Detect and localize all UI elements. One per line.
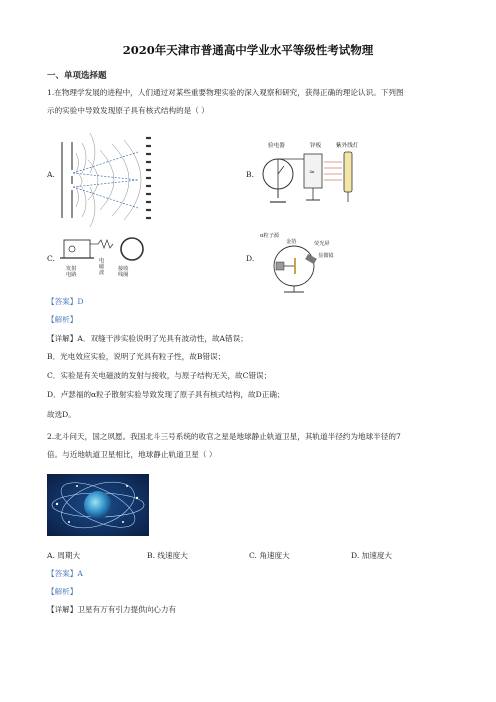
- q2-detail: 【详解】卫星有万有引力提供向心力有: [47, 605, 177, 614]
- q2-option-b: B. 线速度大: [147, 551, 188, 560]
- alpha-scattering-figure: [262, 238, 332, 294]
- photoelectric-figure: [258, 150, 368, 210]
- q1-option-b: B.: [246, 170, 254, 179]
- q1-option-c: C.: [47, 254, 55, 263]
- fig-d-label-source: α粒子源: [260, 233, 280, 239]
- fig-c-label-transmitter: 发射 电路: [66, 266, 77, 278]
- fig-d-label-screen: 荧光屏: [314, 241, 330, 247]
- page-title: 2020年天津市普通高中学业水平等级性考试物理: [122, 43, 374, 57]
- fig-d-label-foil: 金箔: [286, 239, 297, 245]
- q1-stem-line1: 1.在物理学发展的进程中，人们通过对某些重要物理实验的深入观察和研究，获得正确的理论认识。下列图: [47, 88, 404, 97]
- q1-detail-c: C．实验是有关电磁波的发射与接收，与原子结构无关，故C错误；: [47, 371, 272, 380]
- fig-b-label-uv-lamp: 紫外线灯: [336, 143, 359, 149]
- q2-option-a: A. 周期大: [47, 551, 81, 560]
- q2-option-c: C. 角速度大: [249, 551, 290, 560]
- q2-option-d: D. 加速度大: [351, 551, 393, 560]
- q1-conclusion: 故选D。: [47, 410, 76, 419]
- double-slit-figure: [58, 130, 158, 230]
- q1-stem-line2: 示的实验中导致发现原子具有核式结构的是（ ）: [47, 106, 209, 115]
- svg-text:≈: ≈: [309, 168, 315, 176]
- q1-detail-b: B．光电效应实验，说明了光具有粒子性，故B错误；: [47, 352, 226, 361]
- q2-stem-line1: 2.北斗问天，国之夙愿。我国北斗三号系统的收官之星是地球静止轨道卫星，其轨道半径约为地球半径的7: [47, 432, 401, 441]
- fig-b-label-zinc: 锌板: [310, 143, 322, 149]
- q1-answer: 【答案】D: [47, 297, 84, 306]
- fig-b-label-electroscope: 验电器: [268, 143, 285, 149]
- q2-stem-line2: 倍。与近地轨道卫星相比，地球静止轨道卫星（ ）: [47, 450, 217, 459]
- fig-c-label-wave: 电 磁 波: [99, 258, 105, 276]
- q2-analysis-heading: 【解析】: [47, 587, 78, 596]
- q1-detail-d: D．卢瑟福的α粒子散射实验导致发现了原子具有核式结构，故D正确；: [47, 390, 285, 399]
- q2-answer: 【答案】A: [47, 569, 83, 578]
- satellite-orbit-image: [47, 474, 149, 536]
- q1-analysis-heading: 【解析】: [47, 315, 78, 324]
- q1-option-d: D.: [246, 254, 255, 263]
- q1-option-a: A.: [47, 170, 55, 179]
- fig-c-label-receiver: 接收 线圈: [118, 266, 129, 278]
- fig-d-label-microscope: 显微镜: [318, 253, 334, 259]
- q1-detail-a: 【详解】A．双缝干涉实验说明了光具有波动性，故A错误；: [47, 334, 248, 343]
- section-heading: 一、单项选择题: [47, 71, 107, 81]
